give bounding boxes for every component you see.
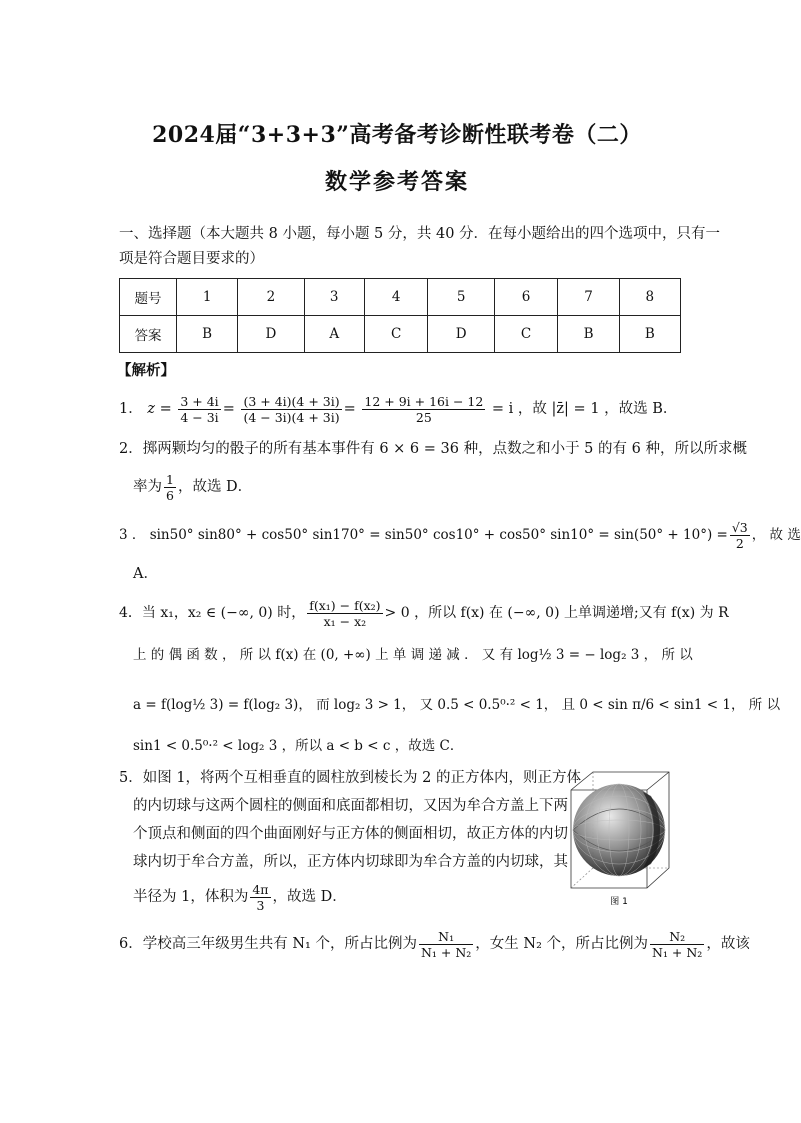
solution-6: 6．学校高三年级男生共有 N₁ 个，所占比例为 $\frac{\text{N₁}}{\text{N₁ + N₂}}$ ，女生 N₂ 个，所占比例为 $\frac{\text{N₂}}{\text{N₁ + N₂}}$ ，故该: [119, 928, 750, 960]
q6-fraction-1: $\frac{\text{N₁}}{\text{N₁ + N₂}}$: [420, 928, 472, 960]
figure-caption: 图 1: [610, 897, 628, 907]
solution-5-line4: 球内切于牟合方盖，所以，正方体内切球即为牟合方盖的内切球，其: [133, 854, 568, 870]
figure-1: [565, 768, 673, 908]
solution-5-line2: 的内切球与这两个圆柱的侧面和底面都相切，又因为牟合方盖上下两: [133, 798, 568, 814]
table-row-answers: [120, 316, 681, 353]
table-cell-answer: C: [494, 316, 558, 353]
solution-1: 1． z = $\frac{3 + 4i}{4 - 3i}$ = $\frac{(3 + 4i)(4 + 3i)}{(4 - 3i)(4 + 3i)}$ = $\frac{12 + 9i + 16i - 12}{25}$ = i ，故 |z̄| = 1 ，故选 B．: [119, 393, 678, 425]
table-cell-number: 3: [304, 279, 364, 316]
section-heading-cont: 项是符合题目要求的）: [119, 251, 264, 267]
table-cell-number: 8: [619, 279, 680, 316]
analysis-label: 【解析】: [117, 362, 175, 379]
table-answer-label: 答案: [120, 316, 177, 353]
q1-fraction-1: $\frac{3 + 4i}{4 - 3i}$: [180, 393, 219, 425]
table-cell-answer: B: [558, 316, 619, 353]
table-cell-number: 4: [364, 279, 428, 316]
solution-4-line2: 上 的 偶 函 数 ， 所 以 f(x) 在 (0, +∞) 上 单 调 递 减 ． 又 有 log½ 3 = − log₂ 3 ， 所 以: [133, 647, 693, 663]
solution-4-line1: 4．当 x₁，x₂ ∈ (−∞, 0) 时， $\frac{\text{f(x₁) − f(x₂)}}{\text{x₁ − x₂}}$ > 0 ，所以 f(x) 在 (−∞, 0) 上单调递增;又有 f(x) 为 R: [119, 597, 729, 629]
table-cell-number: 5: [428, 279, 494, 316]
solution-5-line1: 5．如图 1，将两个互相垂直的圆柱放到棱长为 2 的正方体内，则正方体: [119, 770, 582, 786]
q4-fraction: $\frac{\text{f(x₁) − f(x₂)}}{\text{x₁ − x₂}}$: [309, 597, 381, 629]
solution-4-line4: sin1 < 0.5⁰·² < log₂ 3 ，所以 a < b < c ，故选 C．: [133, 738, 464, 754]
table-cell-answer: C: [364, 316, 428, 353]
table-row-numbers: [120, 279, 681, 316]
table-cell-answer: D: [238, 316, 304, 353]
table-cell-number: 7: [558, 279, 619, 316]
table-cell-number: 1: [177, 279, 238, 316]
q5-fraction: $\frac{4\pi}{3}$: [252, 881, 269, 913]
solution-5-line5: 半径为 1，体积为 $\frac{4\pi}{3}$ ，故选 D．: [133, 881, 347, 913]
table-cell-answer: A: [304, 316, 364, 353]
exam-title: 2024届“3+3+3”高考备考诊断性联考卷（二）: [152, 122, 642, 148]
q2-fraction: $\frac{1}{6}$: [166, 471, 174, 503]
solution-4-line3: a = f(log½ 3) = f(log₂ 3)， 而 log₂ 3 > 1， 又 0.5 < 0.5⁰·² < 1， 且 0 < sin π/6 < sin1 < 1， 所 以: [133, 697, 781, 713]
solution-2-line2: 率为 $\frac{1}{6}$ ，故选 D．: [133, 471, 253, 503]
q1-tail: = i ，故 |z̄| = 1 ，故选 B．: [491, 401, 678, 417]
table-cell-number: 6: [494, 279, 558, 316]
q1-number: 1．: [119, 401, 143, 417]
section-heading: 一、选择题（本大题共 8 小题，每小题 5 分，共 40 分．在每小题给出的四个选项中，只有一: [119, 226, 721, 242]
table-cell-answer: B: [177, 316, 238, 353]
answer-table: [119, 278, 681, 353]
solution-2-line1: 2．掷两颗均匀的骰子的所有基本事件有 6 × 6 = 36 种，点数之和小于 5 的有 6 种，所以所求概: [119, 441, 747, 457]
table-cell-answer: B: [619, 316, 680, 353]
table-header-label: 题号: [120, 279, 177, 316]
exam-subtitle: 数学参考答案: [324, 169, 469, 195]
cube-sphere-illustration: [565, 768, 673, 908]
q1-lhs: z =: [147, 401, 172, 417]
q3-fraction: $\frac{√3}{2}$: [731, 520, 748, 551]
solution-3: 3 ． sin50° sin80° + cos50° sin170° = sin50° cos10° + cos50° sin10° = sin(50° + 10°) = $\frac{√3}{2}$ ， 故 选: [119, 520, 801, 551]
table-cell-answer: D: [428, 316, 494, 353]
q3-expression: sin50° sin80° + cos50° sin170° = sin50° cos10° + cos50° sin10° = sin(50° + 10°) =: [149, 527, 728, 543]
table-cell-number: 2: [238, 279, 304, 316]
q1-fraction-2: $\frac{(3 + 4i)(4 + 3i)}{(4 - 3i)(4 + 3i)}$: [243, 393, 340, 425]
q6-fraction-2: $\frac{\text{N₂}}{\text{N₁ + N₂}}$: [652, 928, 703, 960]
solution-3-line2: A．: [133, 566, 158, 582]
q1-fraction-3: $\frac{12 + 9i + 16i - 12}{25}$: [364, 393, 484, 425]
solution-5-line3: 个顶点和侧面的四个曲面刚好与正方体的侧面相切，故正方体的内切: [133, 826, 568, 842]
